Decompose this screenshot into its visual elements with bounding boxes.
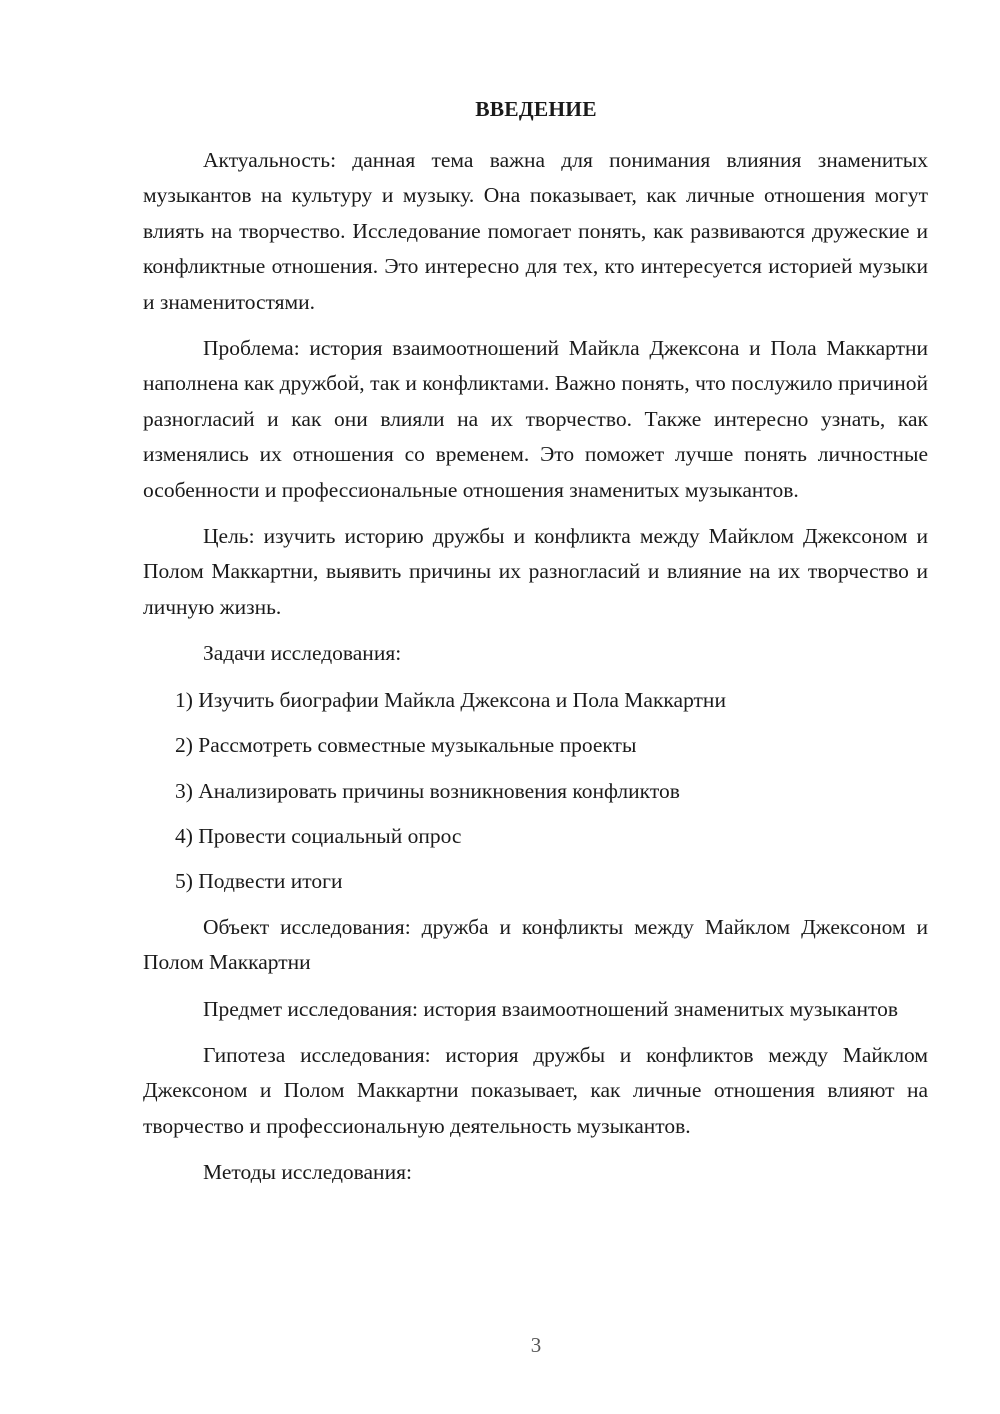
list-item: 5) Подвести итоги bbox=[175, 869, 343, 894]
paragraph-methods: Методы исследования: bbox=[203, 1160, 412, 1185]
paragraph-problem: Проблема: история взаимоотношений Майкла Джексона и Пола Маккартни наполнена как дружбой, так и конфликтами. Важно понять, что послужило причиной разногласий и как они влияли на их творчество. Также интересно узнать, как изменялись их отношения со временем. Это поможет лучше понять личностные особенности и профессиональные отношения знаменитых музыкантов. bbox=[143, 336, 928, 502]
section-title: ВВЕДЕНИЕ bbox=[475, 97, 597, 121]
paragraph-tasks-heading: Задачи исследования: bbox=[203, 641, 402, 666]
document-body bbox=[143, 143, 928, 1202]
paragraph-goal: Цель: изучить историю дружбы и конфликта между Майклом Джексоном и Полом Маккартни, выявить причины их разногласий и влияние на их творчество и личную жизнь. bbox=[143, 524, 928, 619]
paragraph-hypothesis: Гипотеза исследования: история дружбы и конфликтов между Майклом Джексоном и Полом Маккартни показывает, как личные отношения влияют на творчество и профессиональную деятельность музыкантов. bbox=[143, 1042, 928, 1138]
paragraph-subject: Предмет исследования: история взаимоотношений знаменитых музыкантов bbox=[203, 996, 899, 1021]
page-number: 3 bbox=[530, 1333, 542, 1357]
paragraph-object: Объект исследования: дружба и конфликты между Майклом Джексоном и Полом Маккартни bbox=[143, 914, 928, 975]
list-item: 2) Рассмотреть совместные музыкальные проекты bbox=[175, 733, 637, 758]
paragraph-relevance: Актуальность: данная тема важна для понимания влияния знаменитых музыкантов на культуру и музыку. Она показывает, как личные отношения могут влиять на творчество. Исследование помогает понять, как развиваются дружеские и конфликтные отношения. Это интересно для тех, кто интересуется историей музыки и знаменитостями. bbox=[143, 148, 928, 314]
list-item: 1) Изучить биографии Майкла Джексона и Пола Маккартни bbox=[175, 687, 726, 712]
tasks-list bbox=[143, 683, 928, 900]
list-item: 3) Анализировать причины возникновения конфликтов bbox=[175, 778, 680, 803]
list-item: 4) Провести социальный опрос bbox=[175, 823, 462, 848]
